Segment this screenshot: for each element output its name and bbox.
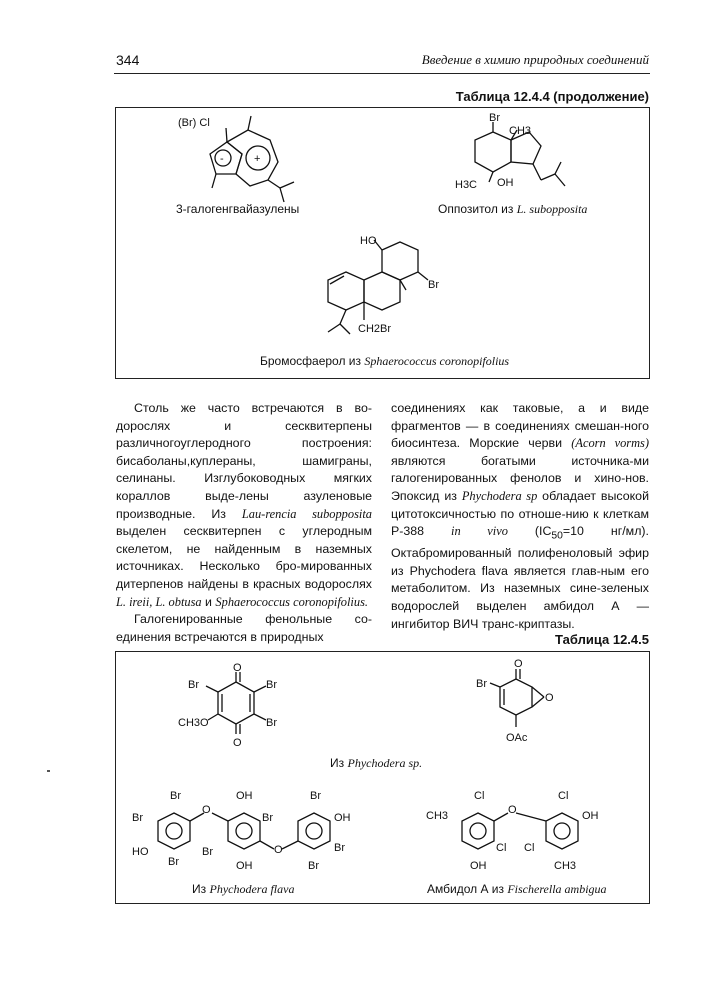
text-run: обладает высокой цитотоксичностью по отноше-нию к клеткам P-388 — [391, 488, 649, 539]
text-run: Lau- — [241, 506, 266, 521]
mol7-cl-2: Cl — [496, 842, 507, 854]
text-run: rencia subopposita — [265, 506, 372, 521]
mol6-br-6: Br — [310, 790, 321, 802]
mol7-ch3-1: CH3 — [426, 810, 449, 822]
phychodera-sp-caption-prefix: Из — [330, 756, 345, 770]
mol1-caption: 3-галогенгвайазулены — [176, 202, 300, 216]
mol1-minus-sign: - — [220, 153, 224, 165]
body-column-left — [116, 400, 372, 646]
body-column-right — [391, 400, 649, 633]
mol3-ho-label: HO — [360, 235, 377, 247]
mol7-oh-1: OH — [470, 860, 487, 872]
text-run: Столь же часто встречаются в во- — [134, 401, 372, 415]
structure-bromoquinone — [170, 660, 290, 755]
mol5-epoxide-o: O — [545, 692, 554, 704]
running-title: Введение в химию природных соединений — [421, 52, 649, 67]
body-left-paragraph-2: Галогенированные фенольные со-единения встречаются в природных — [116, 612, 372, 644]
mol4-br-left: Br — [188, 679, 199, 691]
structure-epoxide — [470, 655, 570, 750]
mol2-caption-prefix: Оппозитол из — [438, 202, 514, 216]
mol4-br-lower: Br — [266, 717, 277, 729]
text-run: дорослях и сесквитерпены различного — [116, 418, 372, 451]
text-run: (IC — [507, 524, 552, 539]
text-run: лены азуленовые производные. Из — [116, 488, 372, 521]
text-run: L. ireii, L. obtusa — [116, 594, 202, 609]
text-run: =10 нг/мл). Октабромированный полифеноловый эфир из Phychodera flava является глав-ным его метаболитом. Из наземных сине-зеленых водорослей выделен амбидол А — ингибитор ВИЧ транс-криптазы. — [391, 524, 650, 631]
structure-bromosphaerol — [300, 228, 470, 343]
mol6-caption — [192, 882, 294, 897]
mol6-oh-2: OH — [236, 860, 253, 872]
page-number: 344 — [116, 52, 140, 68]
text-run: 50 — [551, 530, 563, 542]
mol6-br-7: Br — [334, 842, 345, 854]
mol5-o-label: O — [514, 658, 523, 670]
scan-speck — [47, 770, 50, 772]
mol7-ch3-2: CH3 — [554, 860, 577, 872]
mol6-o-2: O — [274, 844, 283, 856]
mol3-caption — [260, 354, 509, 369]
text-run: Sphaerococcus coronopifolius. — [215, 594, 368, 609]
mol6-br-8: Br — [308, 860, 319, 872]
text-run: (Acorn vorms) — [571, 436, 650, 451]
text-run: глубоководных мягких кораллов выде- — [116, 471, 372, 503]
mol1-plus-sign: + — [254, 153, 261, 165]
mol6-br-2: Br — [132, 812, 143, 824]
mol6-caption-prefix: Из — [192, 882, 207, 896]
mol2-caption — [438, 202, 587, 217]
mol6-br-4: Br — [262, 812, 273, 824]
mol7-oh-2: OH — [582, 810, 599, 822]
phychodera-sp-caption-species: Phychodera sp. — [347, 756, 423, 770]
mol2-h3c-label: H3C — [455, 179, 478, 191]
mol5-br-label: Br — [476, 678, 487, 690]
mol2-br-label: Br — [489, 112, 500, 124]
mol7-caption-prefix: Амбидол А из — [427, 882, 504, 896]
mol6-oh-3: OH — [334, 812, 351, 824]
mol6-ho: HO — [132, 846, 149, 858]
mol4-o-bottom: O — [233, 737, 242, 749]
structure-ambigol-a — [392, 785, 632, 880]
mol2-oh-label: OH — [497, 177, 514, 189]
structure-oppositol — [445, 110, 615, 200]
body-left-paragraph-1 — [116, 400, 372, 611]
mol6-o-1: O — [202, 804, 211, 816]
mol6-caption-species: Phychodera flava — [209, 882, 295, 896]
text-run: являются богатыми источника-ми галогенированных фенолов и хино-нов. Эпоксид из — [391, 453, 649, 503]
header-rule — [114, 73, 650, 74]
text-run: соединениях как таковые, а и виде фрагментов — в соединениях смешан-ного биосинтеза. Морские черви — [391, 401, 649, 451]
mol7-cl-4: Cl — [524, 842, 535, 854]
mol2-caption-species: L. subopposita — [516, 202, 588, 216]
mol3-br-label: Br — [428, 279, 439, 291]
mol6-br-5: Br — [202, 846, 213, 858]
mol7-cl-1: Cl — [474, 790, 485, 802]
mol7-cl-3: Cl — [558, 790, 569, 802]
text-run: Phychodera sp — [461, 488, 538, 503]
mol3-ch2br-label: CH2Br — [358, 323, 392, 335]
table-caption-12-4-4: Таблица 12.4.4 (продолжение) — [455, 89, 649, 104]
body-right-paragraph — [391, 400, 649, 633]
mol3-caption-prefix: Бромосфаерол из — [260, 354, 361, 368]
mol4-ch3o: CH3O — [178, 717, 209, 729]
text-run: углеродного построения: бисаболаны, — [116, 436, 372, 468]
mol4-o-top: O — [233, 662, 242, 674]
mol6-oh-1: OH — [236, 790, 253, 802]
mol2-ch3-label: CH3 — [509, 125, 532, 137]
mol4-br-right: Br — [266, 679, 277, 691]
structure-polyphenol-ether — [128, 785, 368, 880]
text-run: выделен сесквитерпен с углеродным скелетом, не найденным в наземных источниках. Несколько бро-мированных дитерпенов найдены в красных водорослях — [116, 524, 372, 591]
mol7-o: O — [508, 804, 517, 816]
structure-halogenguaiazulene — [160, 112, 330, 212]
mol7-caption — [427, 882, 607, 897]
text-run: и — [201, 594, 216, 609]
text-run: in vivo — [451, 524, 508, 539]
table-caption-12-4-5: Таблица 12.4.5 — [555, 632, 649, 647]
mol3-caption-species: Sphaerococcus coronopifolius — [364, 354, 510, 368]
mol7-caption-species: Fischerella ambigua — [507, 882, 607, 896]
mol1-br-cl-label: (Br) Cl — [178, 117, 210, 129]
mol5-oac-label: OAc — [506, 732, 528, 744]
mol6-br-3: Br — [168, 856, 179, 868]
phychodera-sp-caption — [330, 756, 422, 771]
text-run: куплераны, шамиграны, селинаны. Из — [116, 453, 372, 486]
mol6-br-1: Br — [170, 790, 181, 802]
